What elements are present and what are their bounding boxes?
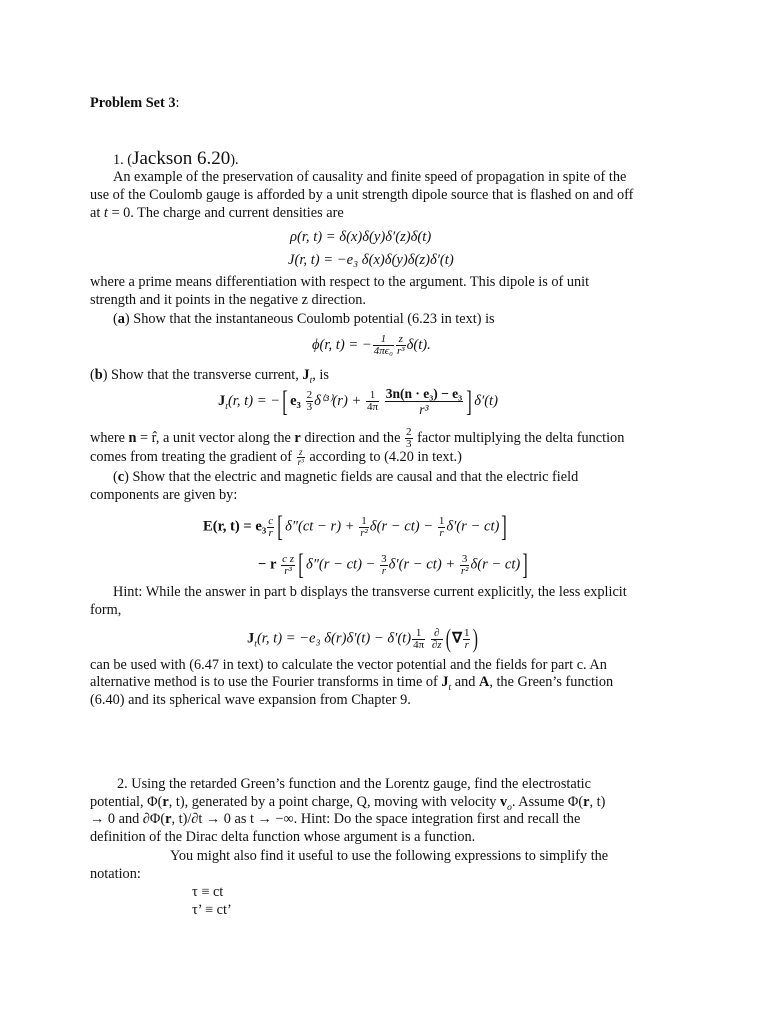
p1-line: use of the Coulomb gauge is afforded by a unit strength dipole source that is flashed on and off — [90, 187, 634, 203]
p1-line: at t = 0. The charge and current densities are — [90, 205, 344, 221]
part-c: (c) Show that the electric and magnetic fields are causal and that the electric field — [113, 469, 579, 485]
p1-line: alternative method is to use the Fourier transforms in time of $J_t$ and A, the Green’s function — [90, 674, 614, 693]
p1-line: strength and it points in the negative z direction. — [90, 292, 366, 308]
p2-line: potential, Φ(r, t), generated by a point charge, Q, moving with velocity $v_o$. Assume Φ(r, t) — [90, 794, 606, 813]
equation-hint-current: $J_t(r$, t) = −e₃ δ(r)δ′(t) − δ′(t) $\frac{1}{4\pi}$ $\frac{\partial}{\partial z}$ ( ∇ $\frac{1}{r}$ ) — [247, 624, 479, 653]
equation-electric-field: E(r, t) = e₃ $\frac{c}{r}$ [ δ″(ct − r) + $\frac{1}{\text{r²}}$ δ(r − ct) − $\frac{1}{r}$ δ′(r − ct)] — [203, 510, 508, 543]
part-a: (a) Show that the instantaneous Coulomb potential (6.23 in text) is — [113, 311, 495, 327]
p1-line: where a prime means differentiation with respect to the argument. This dipole is of unit — [90, 274, 590, 290]
p1-line: where n = r̂, a unit vector along the r direction and the $\frac{2}{3}$ factor multiplying the delta function — [90, 426, 625, 450]
hint-line: form, — [90, 602, 122, 618]
p2-line: You might also find it useful to use the following expressions to simplify the — [170, 848, 609, 864]
p1-line: An example of the preservation of causality and finite speed of propagation in spite of the — [113, 169, 627, 185]
p2-line: → 0 and ∂Φ(r, t)/∂t → 0 as t → −∞. Hint: Do the space integration first and recall the — [90, 811, 581, 827]
problem-2-heading: 2. Using the retarded Green’s function and the Lorentz gauge, find the electrostatic — [117, 776, 592, 792]
notation-tau-prime: τ’ ≡ ct’ — [192, 902, 232, 918]
equation-charge-density: ρ(r, t) = δ(x)δ(y)δ′(z)δ(t) — [290, 229, 432, 245]
p2-line: definition of the Dirac delta function whose argument is a function. — [90, 829, 476, 845]
p1-line: (6.40) and its spherical wave expansion from Chapter 9. — [90, 692, 411, 708]
p1-line: components are given by: — [90, 487, 238, 503]
equation-electric-field-line-2: − r $\frac{\text{c z}}{\text{r³}}$ [ δ″(r − ct) − $\frac{3}{r}$ δ′(r − ct) + $\frac{3}{\text{r²}}$ δ(r − ct)] — [258, 548, 529, 581]
part-b: (b) Show that the transverse current, $J_t$, is — [90, 367, 329, 386]
equation-coulomb-potential: ϕ(r, t) = − $\frac{1}{\text{4πϵ₀}}$ $\frac{z}{\text{r³}}$ δ(t). — [312, 333, 431, 357]
p1-line: can be used with (6.47 in text) to calculate the vector potential and the fields for part c. An — [90, 657, 607, 673]
equation-transverse-current: $J_t(r$, t) = −[ e₃ $\frac{2}{3}$ δ⁽³⁾(r) + $\frac{1}{4\pi}$ $\frac{\text{3n(n · e₃) − e₃}}{\text{r³}}$ ] δ′(t) — [218, 384, 498, 418]
p2-line: notation: — [90, 866, 141, 882]
equation-current-density: J(r, t) = −e₃ δ(x)δ(y)δ(z)δ′(t) — [288, 252, 454, 268]
hint-line: Hint: While the answer in part b displays the transverse current explicitly, the less explicit — [113, 584, 627, 600]
problem-1-heading: 1. (Jackson 6.20). — [113, 148, 239, 169]
p1-line: comes from treating the gradient of $\frac{z}{\text{r³}}$ according to (4.20 in text.) — [90, 447, 462, 467]
notation-tau: τ ≡ ct — [192, 884, 224, 900]
problem-set-title: Problem Set 3: — [90, 95, 180, 111]
